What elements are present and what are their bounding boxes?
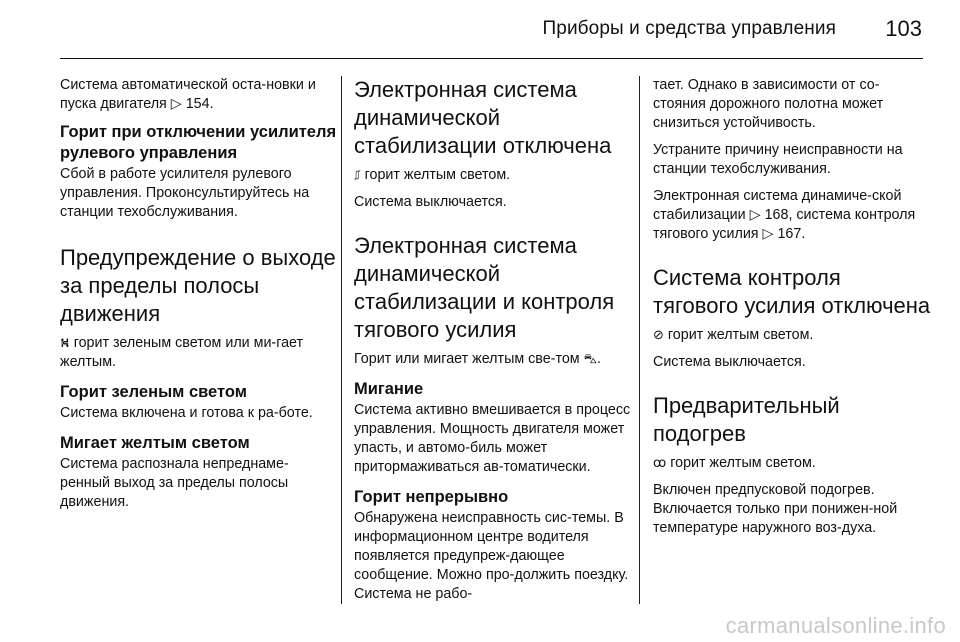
- blink-body: Система активно вмешивается в процесс управления. Мощность двигателя может упасть, и автомо-биль может притормаживаться ав-томатически.: [354, 402, 631, 475]
- tc-off-status: Система выключается.: [653, 354, 806, 370]
- lane-heading: Предупреждение о выходе за пределы полосы движения: [60, 245, 336, 326]
- watermark: carmanualsonline.info: [725, 613, 946, 638]
- column-2: [354, 76, 632, 612]
- preheat-body: Включен предпусковой подогрев. Включается только при понижен-ной температуре наружного воз-духа.: [653, 482, 898, 536]
- preheat-line: [653, 454, 931, 473]
- traction-control-off-icon: ⊘: [653, 328, 664, 343]
- esc-off-icon: ⎎: [354, 168, 361, 183]
- header-title: Приборы и средства управления: [542, 18, 836, 39]
- yellow-body: Система распознала непреднаме-ренный выход за пределы полосы движения.: [60, 456, 289, 510]
- lane-line: [60, 334, 338, 372]
- steering-body: Сбой в работе усилителя рулевого управления. Проконсультируйтесь на станции техобслуживания.: [60, 166, 310, 220]
- steady-heading: Горит непрерывно: [354, 488, 509, 506]
- lane-departure-icon: ⛕: [60, 336, 70, 351]
- yellow-heading: Мигает желтым светом: [60, 434, 250, 452]
- column-divider: [341, 76, 342, 604]
- tc-off-text: горит желтым светом.: [667, 327, 814, 343]
- header-rule: [60, 58, 923, 59]
- esc-off-line: [354, 166, 632, 185]
- esc-off-heading: Электронная система динамической стабилизации отключена: [354, 77, 612, 158]
- page-header: [0, 0, 960, 62]
- steering-heading: Горит при отключении усилителя рулевого управления: [60, 123, 337, 162]
- tc-off-heading: Система контроля тягового усилия отключена: [653, 265, 931, 318]
- column-1: [60, 76, 338, 520]
- green-heading: Горит зеленым светом: [60, 383, 247, 401]
- reference-paragraph: Электронная система динамиче-ской стабилизации ▷ 168, система контроля тягового усилия ▷ 167.: [653, 188, 916, 242]
- esc-icon: ⛍: [583, 352, 598, 367]
- blink-heading: Мигание: [354, 380, 424, 398]
- glow-plug-icon: ꝏ: [653, 456, 667, 471]
- lane-body: горит зеленым светом или ми-гает желтым.: [60, 335, 304, 370]
- intro-paragraph: Система автоматической оста-новки и пуска двигателя ▷ 154.: [60, 77, 316, 112]
- column-3: [653, 76, 931, 546]
- esc-tc-intro-line: Горит или мигает желтым све-том ⛍.: [354, 351, 601, 367]
- esc-tc-intro: Горит или мигает желтым све-том: [354, 351, 580, 367]
- preheat-text: горит желтым светом.: [670, 455, 816, 471]
- column-divider: [639, 76, 640, 604]
- preheat-heading: Предварительный подогрев: [653, 393, 840, 446]
- steady-body: Обнаружена неисправность сис-темы. В информационном центре водителя появляется предупреж-дающее сообщение. Можно про-должить поездку. Система не рабо-: [354, 510, 629, 602]
- tc-off-line: [653, 326, 931, 345]
- fix-paragraph: Устраните причину неисправности на станции техобслуживания.: [653, 142, 903, 177]
- green-body: Система включена и готова к ра-боте.: [60, 405, 313, 421]
- page-number: 103: [885, 16, 922, 41]
- esc-off-text: горит желтым светом.: [364, 167, 511, 183]
- esc-off-status: Система выключается.: [354, 194, 507, 210]
- continuation-paragraph: тает. Однако в зависимости от со-стояния дорожного полотна может снизиться устойчивость.: [653, 77, 884, 131]
- esc-tc-heading: Электронная система динамической стабилизации и контроля тягового усилия: [354, 233, 615, 342]
